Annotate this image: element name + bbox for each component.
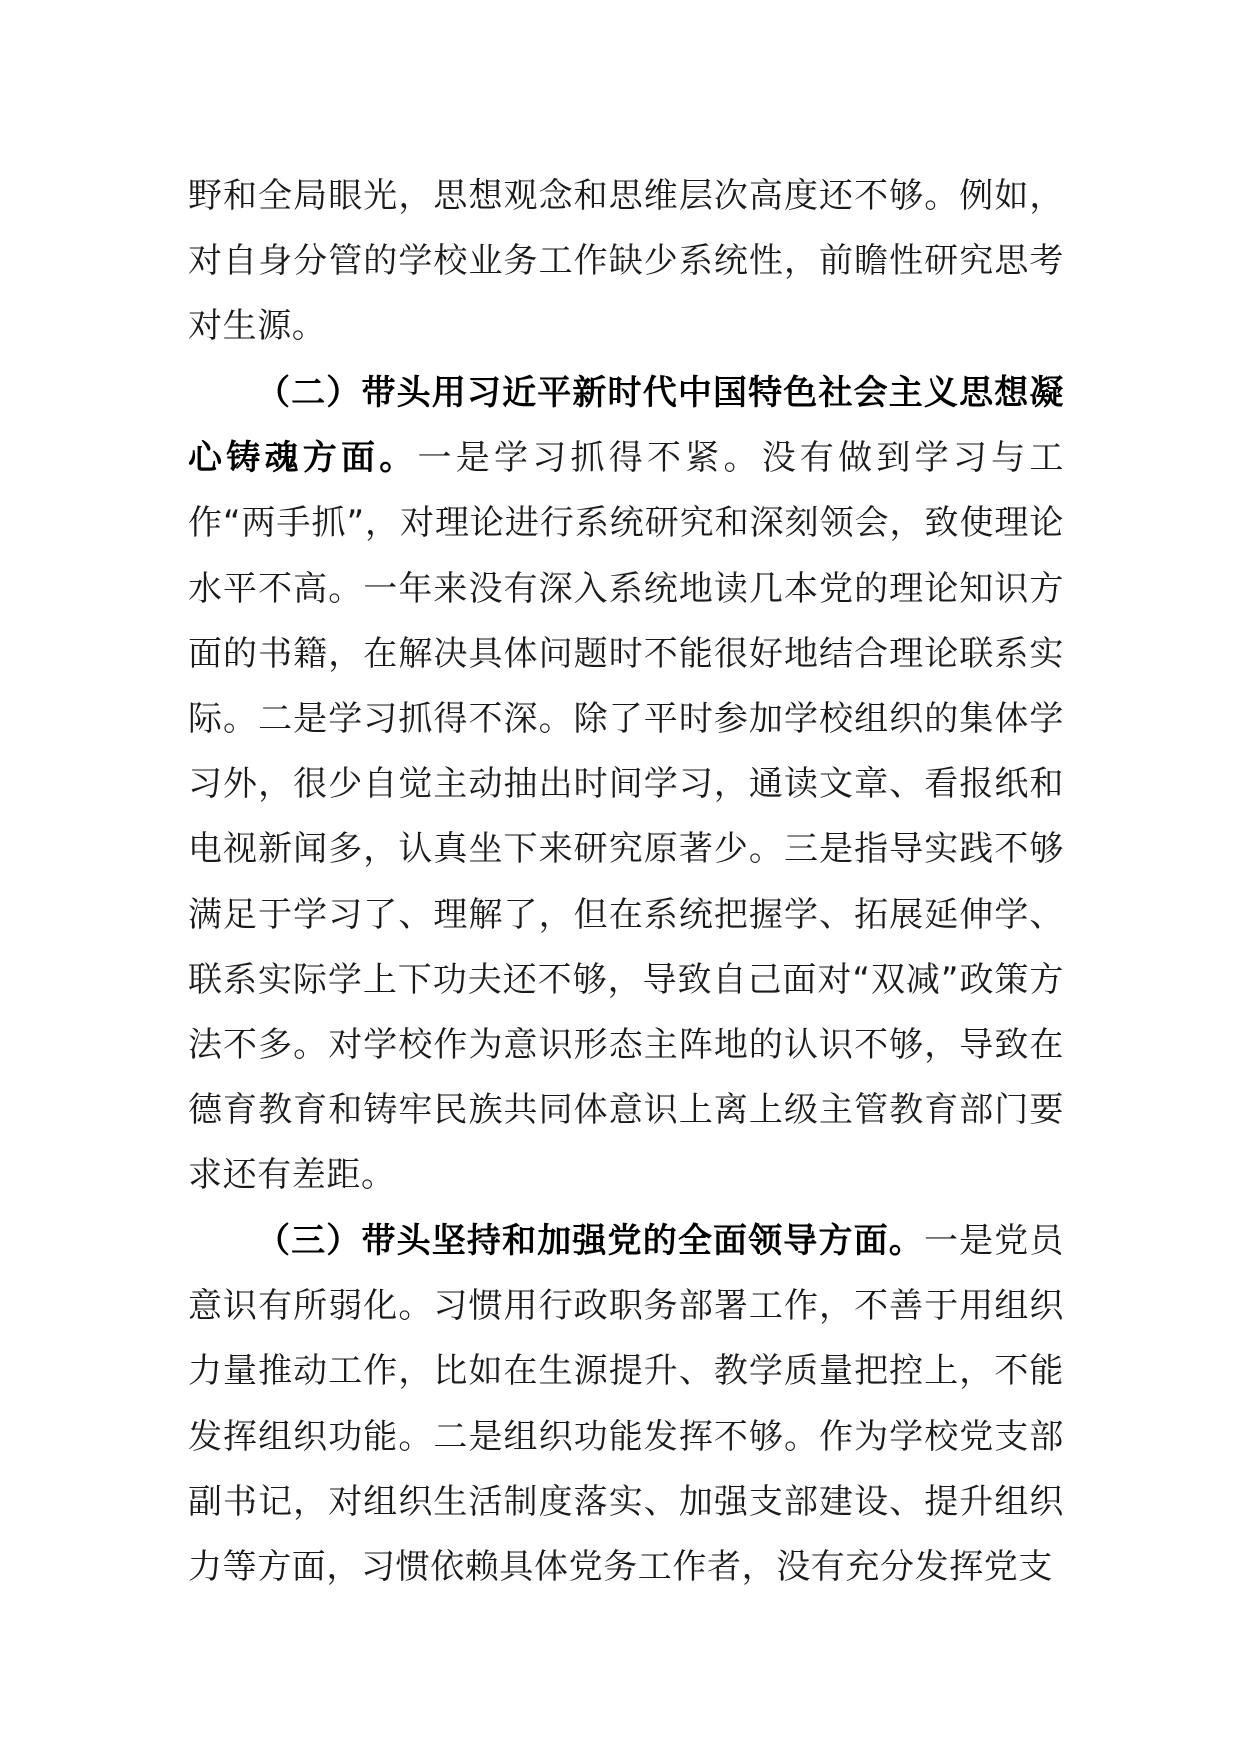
- paragraph-body: [188, 361, 1064, 1209]
- paragraph-body: [188, 1209, 1064, 1600]
- paragraph-text: 一是学习抓得不紧。没有做到学习与工作“两手抓”，对理论进行系统研究和深刻领会，致使理论水平不高。一年来没有深入系统地读几本党的理论知识方面的书籍，在解决具体问题时不能很好地结合理论联系实际。二是学习抓得不深。除了平时参加学校组织的集体学习外，很少自觉主动抽出时间学习，通读文章、看报纸和电视新闻多，认真坐下来研究原著少。三是指导实践不够满足于学习了、理解了，但在系统把握学、拓展延伸学、联系实际学上下功夫还不够，导致自己面对“双减”政策方法不多。对学校作为意识形态主阵地的认识不够，导致在德育教育和铸牢民族共同体意识上离上级主管教育部门要求还有差距。: [188, 438, 1065, 1196]
- section-heading: （三）带头坚持和加强党的全面领导方面。: [256, 1221, 924, 1261]
- paragraph-text: 野和全局眼光，思想观念和思维层次高度还不够。例如，对自身分管的学校业务工作缺少系统性，前瞻性研究思考对生源。: [188, 176, 1064, 347]
- paragraph-text: 一是党员意识有所弱化。习惯用行政职务部署工作，不善于用组织力量推动工作，比如在生源提升、教学质量把控上，不能发挥组织功能。二是组织功能发挥不够。作为学校党支部副书记，对组织生活制度落实、加强支部建设、提升组织力等方面，习惯依赖具体党务工作者，没有充分发挥党支: [188, 1221, 1064, 1588]
- section-heading: （二）带头用习近平新时代中国特色社会主义思想凝心铸魂方面。: [188, 373, 1064, 479]
- section-three-paragraph: [188, 1209, 1064, 1600]
- section-two-paragraph: [188, 361, 1064, 1209]
- paragraph-continuation: [188, 164, 1064, 360]
